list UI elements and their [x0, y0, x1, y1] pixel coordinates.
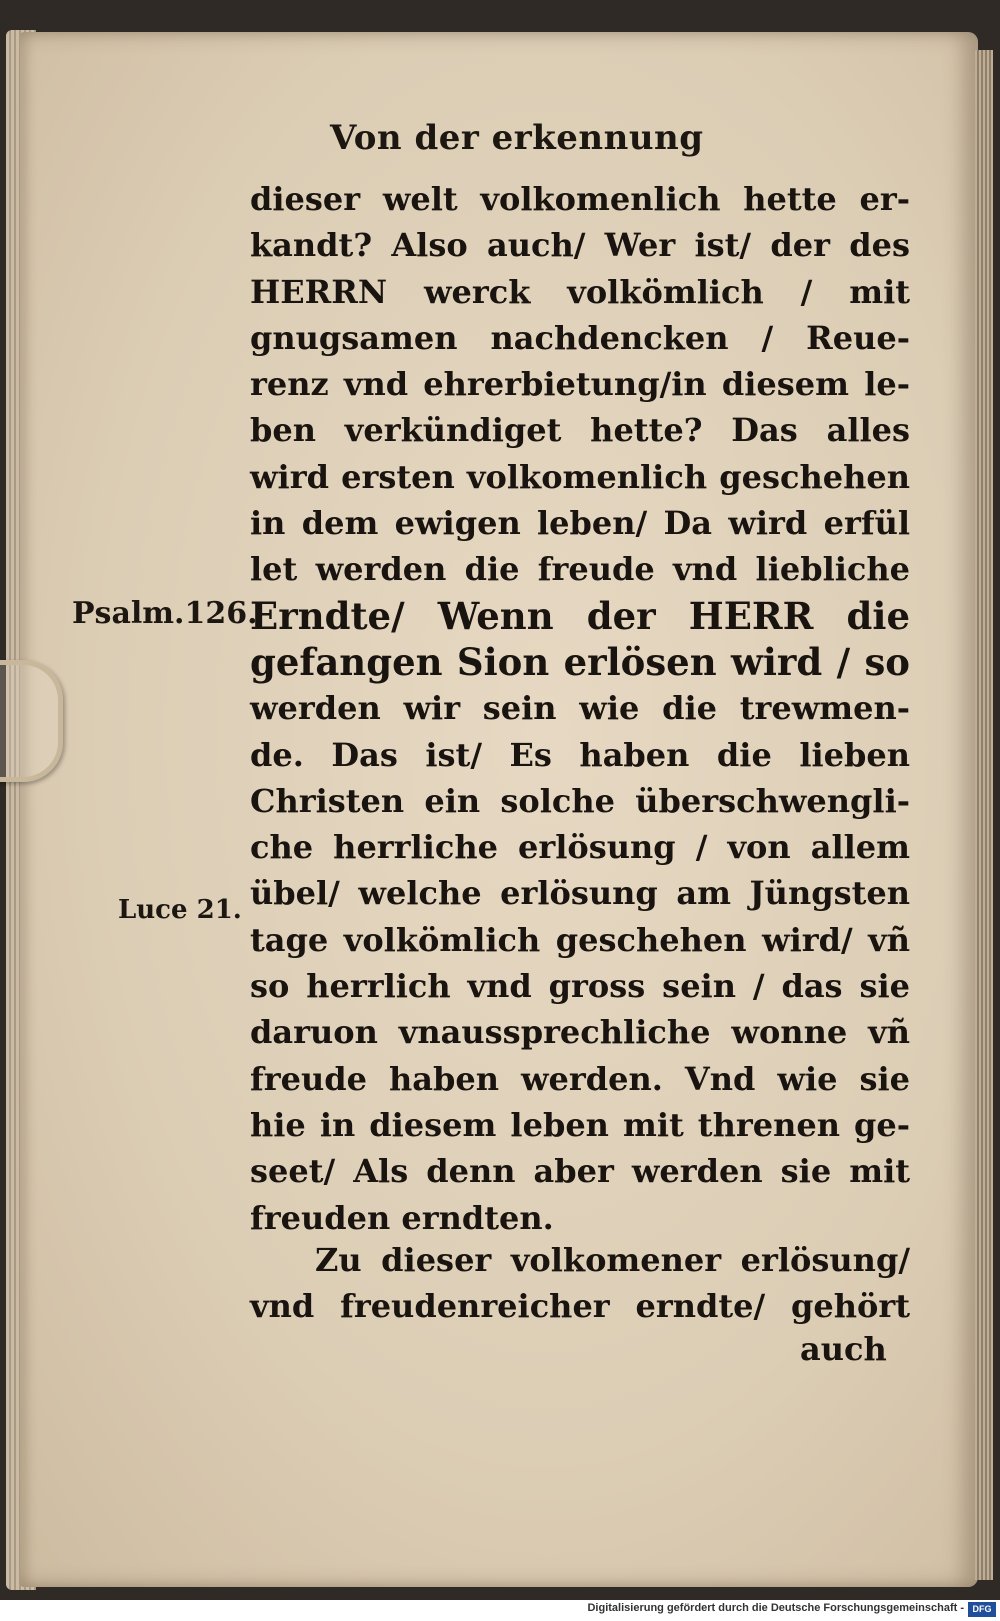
text-line: freude haben werden. Vnd wie sie — [250, 1059, 910, 1098]
text-line: gnugsamen nachdencken / Reue- — [250, 318, 910, 357]
dfg-logo-icon: DFG — [968, 1602, 996, 1617]
footer-bar — [0, 1600, 1000, 1621]
text-line: wird ersten volkomenlich geschehen — [250, 457, 910, 496]
text-line: che herrliche erlösung / von allem — [250, 828, 910, 867]
text-line: so herrlich vnd gross sein / das sie — [250, 967, 910, 1006]
text-line: let werden die freude vnd liebliche — [250, 550, 910, 589]
text-line: ben verkündiget hette? Das alles — [250, 411, 910, 450]
page-clip — [0, 660, 63, 782]
text-line: in dem ewigen leben/ Da wird erfül — [250, 504, 910, 543]
text-line: gefangen Sion erlösen wird / so — [250, 639, 910, 684]
text-line: Christen ein solche überschwengli- — [250, 781, 910, 820]
digitization-credit: Digitalisierung gefördert durch die Deutsche Forschungsgemeinschaft - — [587, 1602, 964, 1614]
text-line: HERRN werck volkömlich / mit — [250, 272, 910, 311]
margin-note-psalm: Psalm.126. — [72, 596, 258, 631]
text-line: hie in diesem leben mit threnen ge- — [250, 1105, 910, 1144]
book-right-edge — [975, 50, 993, 1580]
text-line: kandt? Also auch/ Wer ist/ der des — [250, 226, 910, 265]
text-line: übel/ welche erlösung am Jüngsten — [250, 874, 910, 913]
catchword: auch — [800, 1330, 887, 1368]
text-line: freuden erndten. — [250, 1198, 554, 1237]
text-line: seet/ Als denn aber werden sie mit — [250, 1152, 910, 1191]
text-line: Zu dieser volkomener erlösung/ — [315, 1241, 910, 1279]
text-line: werden wir sein wie die trewmen- — [250, 689, 910, 728]
text-line: renz vnd ehrerbietung/in diesem le- — [250, 365, 910, 404]
main-text-block — [250, 176, 910, 1241]
text-line: tage volkömlich geschehen wird/ vñ — [250, 920, 910, 959]
running-header: Von der erkennung — [330, 118, 704, 158]
second-paragraph — [250, 1237, 910, 1329]
margin-note-luke: Luce 21. — [118, 895, 242, 925]
text-line: dieser welt volkomenlich hette er- — [250, 180, 910, 218]
text-line: Erndte/ Wenn der HERR die — [250, 593, 910, 638]
text-line: daruon vnaussprechliche wonne vñ — [250, 1013, 910, 1052]
text-line: de. Das ist/ Es haben die lieben — [250, 735, 910, 774]
text-line: vnd freudenreicher erndte/ gehört — [250, 1287, 910, 1325]
